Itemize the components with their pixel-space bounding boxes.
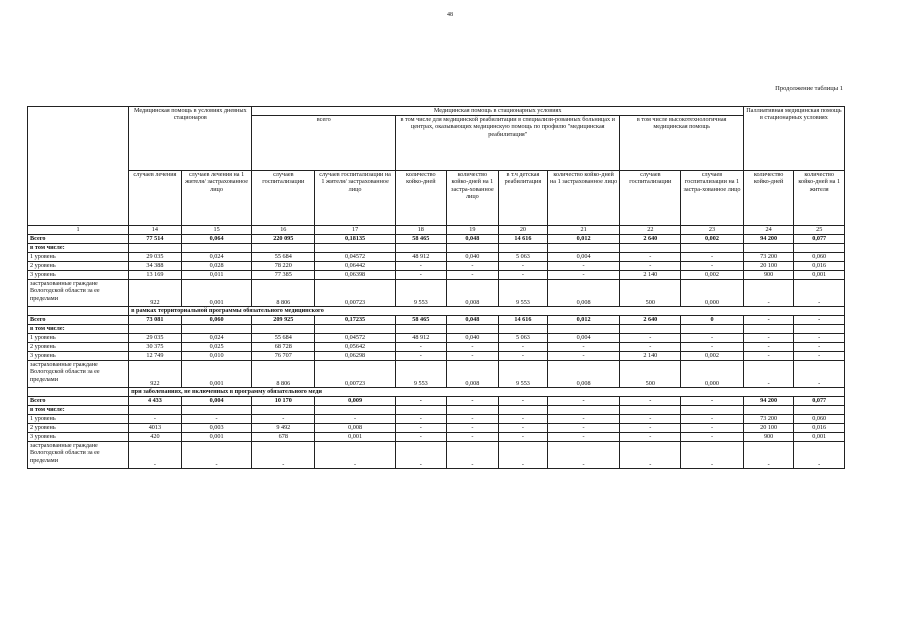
table-cell: 0,18135: [315, 235, 396, 244]
table-cell: 0,028: [181, 262, 252, 271]
table-row: [28, 280, 845, 307]
table-cell: [181, 325, 252, 334]
table-cell: 0,016: [794, 424, 845, 433]
table-cell: 0,00723: [315, 280, 396, 307]
table-cell: [499, 244, 548, 253]
table-cell: [620, 244, 681, 253]
table-cell: [743, 325, 794, 334]
table-cell: -: [681, 334, 744, 343]
table-cell: 20 100: [743, 424, 794, 433]
table-cell: 12 749: [129, 352, 182, 361]
table-cell: 220 095: [252, 235, 315, 244]
table-cell: [547, 244, 620, 253]
table-row: [28, 415, 845, 424]
table-cell: [396, 325, 447, 334]
row-label: застрахованные граждане Вологодской области за ее пределами: [28, 442, 129, 469]
table-cell: -: [547, 397, 620, 406]
table-cell: 900: [743, 271, 794, 280]
table-cell: 0,05642: [315, 343, 396, 352]
table-cell: -: [499, 271, 548, 280]
table-cell: -: [547, 433, 620, 442]
table-row: [28, 397, 845, 406]
table-cell: 0,06298: [315, 352, 396, 361]
table-cell: 4 433: [129, 397, 182, 406]
column-number: 21: [547, 226, 620, 235]
table-cell: -: [794, 343, 845, 352]
table-cell: -: [681, 343, 744, 352]
header-day-stationary: Медицинская помощь в условиях дневных стационаров: [129, 107, 252, 171]
table-cell: -: [499, 397, 548, 406]
table-cell: -: [396, 352, 447, 361]
table-cell: -: [499, 424, 548, 433]
section-title: в рамках территориальной программы обязательного медицинского: [129, 307, 845, 316]
table-cell: -: [252, 415, 315, 424]
table-cell: -: [499, 415, 548, 424]
header-total: всего: [252, 116, 396, 171]
table-cell: [129, 406, 182, 415]
table-cell: -: [396, 424, 447, 433]
table-cell: -: [252, 442, 315, 469]
table-cell: 678: [252, 433, 315, 442]
table-cell: 2 640: [620, 235, 681, 244]
table-cell: 0,012: [547, 316, 620, 325]
table-cell: 0,06398: [315, 271, 396, 280]
table-cell: 0,060: [794, 415, 845, 424]
table-cell: 14 616: [499, 235, 548, 244]
table-cell: 68 728: [252, 343, 315, 352]
table-cell: -: [681, 424, 744, 433]
table-cell: [499, 325, 548, 334]
row-label: в том числе:: [28, 244, 129, 253]
table-cell: -: [743, 442, 794, 469]
table-row: [28, 262, 845, 271]
table-cell: 0,064: [181, 235, 252, 244]
table-cell: -: [794, 442, 845, 469]
subheader-cell: в т.ч детская реабилитация: [499, 171, 548, 226]
table-cell: -: [743, 352, 794, 361]
table-cell: -: [547, 424, 620, 433]
table-cell: [743, 406, 794, 415]
table-cell: -: [681, 415, 744, 424]
table-cell: 0,040: [446, 253, 499, 262]
table-cell: 0,008: [547, 280, 620, 307]
subheader-cell: количество койко-дней на 1 застрахованное лицо: [547, 171, 620, 226]
table-cell: 9 492: [252, 424, 315, 433]
table-cell: 0,002: [681, 352, 744, 361]
table-cell: 0,001: [794, 433, 845, 442]
table-cell: 10 170: [252, 397, 315, 406]
table-cell: [446, 406, 499, 415]
table-cell: [315, 406, 396, 415]
table-cell: 0,024: [181, 334, 252, 343]
row-label: 3 уровень: [28, 271, 129, 280]
data-table: [27, 106, 845, 469]
table-cell: -: [794, 361, 845, 388]
row-label: 2 уровень: [28, 343, 129, 352]
table-cell: 0,048: [446, 235, 499, 244]
table-cell: [681, 406, 744, 415]
table-cell: -: [446, 442, 499, 469]
table-row: [28, 343, 845, 352]
table-cell: 55 684: [252, 253, 315, 262]
table-cell: 900: [743, 433, 794, 442]
table-cell: -: [547, 415, 620, 424]
table-cell: -: [181, 415, 252, 424]
table-cell: -: [396, 442, 447, 469]
column-number: 18: [396, 226, 447, 235]
table-cell: -: [620, 424, 681, 433]
section-row: [28, 388, 845, 397]
row-label: застрахованные граждане Вологодской области за ее пределами: [28, 361, 129, 388]
table-cell: 73 200: [743, 253, 794, 262]
subheader-cell: количество койко-дней на 1 жителя: [794, 171, 845, 226]
table-row: [28, 325, 845, 334]
column-number: 1: [28, 226, 129, 235]
table-cell: 58 465: [396, 316, 447, 325]
table-row: [28, 352, 845, 361]
table-cell: -: [446, 262, 499, 271]
row-label: Всего: [28, 397, 129, 406]
table-cell: 0,004: [547, 334, 620, 343]
subheader-cell: количество койко-дней: [396, 171, 447, 226]
table-cell: -: [499, 352, 548, 361]
table-cell: [252, 406, 315, 415]
table-cell: -: [547, 352, 620, 361]
table-cell: -: [396, 262, 447, 271]
table-row: [28, 244, 845, 253]
table-cell: 0,00723: [315, 361, 396, 388]
table-cell: -: [446, 397, 499, 406]
table-cell: 77 514: [129, 235, 182, 244]
row-label: 1 уровень: [28, 253, 129, 262]
column-number: 20: [499, 226, 548, 235]
column-number: 23: [681, 226, 744, 235]
table-cell: 73 081: [129, 316, 182, 325]
table-cell: -: [446, 343, 499, 352]
subheader-cell: случаев госпитализации: [252, 171, 315, 226]
table-cell: -: [681, 253, 744, 262]
table-row: [28, 235, 845, 244]
table-row: [28, 253, 845, 262]
table-cell: -: [396, 397, 447, 406]
table-cell: -: [446, 415, 499, 424]
column-number: 19: [446, 226, 499, 235]
table-cell: [252, 244, 315, 253]
table-cell: -: [681, 262, 744, 271]
table-cell: 78 220: [252, 262, 315, 271]
table-cell: 9 553: [499, 361, 548, 388]
table-cell: -: [743, 316, 794, 325]
table-cell: 500: [620, 280, 681, 307]
table-cell: 55 684: [252, 334, 315, 343]
table-cell: -: [794, 334, 845, 343]
table-cell: 0,016: [794, 262, 845, 271]
table-cell: 0,025: [181, 343, 252, 352]
continuation-label: Продолжение таблицы 1: [775, 85, 843, 92]
table-cell: 0,009: [315, 397, 396, 406]
table-cell: 0,000: [681, 280, 744, 307]
table-cell: 0,000: [681, 361, 744, 388]
table-cell: -: [396, 343, 447, 352]
table-cell: [446, 325, 499, 334]
table-cell: 5 063: [499, 334, 548, 343]
table-cell: 48 912: [396, 334, 447, 343]
table-cell: 30 375: [129, 343, 182, 352]
table-cell: 922: [129, 361, 182, 388]
table-cell: -: [743, 361, 794, 388]
table-cell: [620, 406, 681, 415]
column-number: 14: [129, 226, 182, 235]
row-label: 3 уровень: [28, 352, 129, 361]
table-cell: 9 553: [396, 280, 447, 307]
subheader-cell: количество койко-дней на 1 застра-хованное лицо: [446, 171, 499, 226]
table-cell: 0,008: [547, 361, 620, 388]
table-cell: 0,077: [794, 397, 845, 406]
page-number: 48: [447, 12, 453, 18]
table-cell: -: [396, 271, 447, 280]
table-cell: -: [446, 433, 499, 442]
table-cell: -: [547, 262, 620, 271]
table-cell: 0,001: [181, 433, 252, 442]
table-cell: -: [620, 415, 681, 424]
table-cell: [252, 325, 315, 334]
table-cell: [620, 325, 681, 334]
table-cell: -: [794, 280, 845, 307]
table-cell: -: [620, 334, 681, 343]
table-cell: 0,008: [446, 280, 499, 307]
table-cell: 0,008: [315, 424, 396, 433]
table-cell: 0,001: [181, 361, 252, 388]
subheader-cell: случаев лечения: [129, 171, 182, 226]
table-cell: 0,004: [547, 253, 620, 262]
subheader-cell: случаев госпитализации на 1 застра-хованное лицо: [681, 171, 744, 226]
table-cell: [681, 325, 744, 334]
table-cell: 0,06442: [315, 262, 396, 271]
table-cell: -: [681, 442, 744, 469]
row-label: 1 уровень: [28, 334, 129, 343]
table-cell: 420: [129, 433, 182, 442]
table-cell: 48 912: [396, 253, 447, 262]
table-row: [28, 406, 845, 415]
table-row: [28, 442, 845, 469]
table-cell: -: [396, 433, 447, 442]
table-cell: [129, 325, 182, 334]
column-number: 25: [794, 226, 845, 235]
table-cell: 0,060: [181, 316, 252, 325]
table-cell: 0,010: [181, 352, 252, 361]
table-cell: [743, 244, 794, 253]
table-cell: 922: [129, 280, 182, 307]
table-cell: 0,04572: [315, 334, 396, 343]
table-cell: -: [499, 442, 548, 469]
table-cell: 0,040: [446, 334, 499, 343]
table-cell: -: [620, 343, 681, 352]
table-cell: 0,002: [681, 235, 744, 244]
table-cell: 0,001: [181, 280, 252, 307]
table-cell: 29 035: [129, 334, 182, 343]
table-cell: -: [499, 343, 548, 352]
table-cell: 5 063: [499, 253, 548, 262]
table-cell: -: [743, 343, 794, 352]
table-cell: 0,004: [181, 397, 252, 406]
table-cell: [794, 406, 845, 415]
column-number: 16: [252, 226, 315, 235]
table-cell: 2 140: [620, 271, 681, 280]
table-cell: -: [129, 442, 182, 469]
table-cell: -: [794, 352, 845, 361]
table-cell: -: [499, 262, 548, 271]
row-label: 2 уровень: [28, 424, 129, 433]
table-cell: -: [396, 415, 447, 424]
table-cell: 0,077: [794, 235, 845, 244]
table-cell: 0,012: [547, 235, 620, 244]
table-cell: 500: [620, 361, 681, 388]
table-cell: -: [547, 343, 620, 352]
table-cell: -: [620, 442, 681, 469]
row-label: 2 уровень: [28, 262, 129, 271]
table-cell: 0,001: [794, 271, 845, 280]
table-cell: 0,008: [446, 361, 499, 388]
table-cell: 58 465: [396, 235, 447, 244]
header-palliative: Паллиативная медицинская помощь в стационарных условиях: [743, 107, 844, 171]
subheader-cell: случаев госпитализации: [620, 171, 681, 226]
subheader-cell: случаев лечения на 1 жителя/ застрахованное лицо: [181, 171, 252, 226]
table-cell: -: [499, 433, 548, 442]
table-cell: [315, 325, 396, 334]
table-cell: 34 388: [129, 262, 182, 271]
table-cell: 0: [681, 316, 744, 325]
table-cell: 0,011: [181, 271, 252, 280]
table-cell: -: [743, 280, 794, 307]
header-blank: [28, 107, 129, 226]
table-cell: -: [620, 262, 681, 271]
table-row: [28, 334, 845, 343]
table-cell: 0,048: [446, 316, 499, 325]
row-label: в том числе:: [28, 406, 129, 415]
column-number: 22: [620, 226, 681, 235]
table-cell: 8 806: [252, 280, 315, 307]
table-cell: -: [547, 271, 620, 280]
table-row: [28, 433, 845, 442]
table-cell: [794, 244, 845, 253]
column-number: 15: [181, 226, 252, 235]
row-label: Всего: [28, 235, 129, 244]
subheader-cell: случаев госпитализации на 1 жителя/ застрахованное лицо: [315, 171, 396, 226]
table-cell: 94 200: [743, 235, 794, 244]
table-cell: [499, 406, 548, 415]
table-row: [28, 424, 845, 433]
table-cell: -: [743, 334, 794, 343]
table-cell: -: [446, 271, 499, 280]
table-cell: 73 200: [743, 415, 794, 424]
header-hightech: в том числе высокотехнологичная медицинская помощь: [620, 116, 743, 171]
header-rehab: в том числе для медицинской реабилитации в специализи-рованных больницах и центрах, оказывающих медицинскую помощь по профилю "медицинская реабилитация": [396, 116, 620, 171]
table-cell: 29 035: [129, 253, 182, 262]
table-cell: [547, 406, 620, 415]
table-cell: 4013: [129, 424, 182, 433]
table-row: [28, 271, 845, 280]
row-label: 1 уровень: [28, 415, 129, 424]
table-cell: 0,04572: [315, 253, 396, 262]
table-cell: 0,002: [681, 271, 744, 280]
table-cell: [129, 244, 182, 253]
table-cell: -: [129, 415, 182, 424]
table-cell: 9 553: [396, 361, 447, 388]
row-label: 3 уровень: [28, 433, 129, 442]
table-cell: 0,003: [181, 424, 252, 433]
section-blank: [28, 307, 129, 316]
table-cell: [446, 244, 499, 253]
table-cell: 77 385: [252, 271, 315, 280]
table-cell: -: [315, 415, 396, 424]
table-cell: -: [446, 424, 499, 433]
table-cell: 13 169: [129, 271, 182, 280]
table-cell: 94 200: [743, 397, 794, 406]
table-cell: 0,060: [794, 253, 845, 262]
section-blank: [28, 388, 129, 397]
table-cell: 9 553: [499, 280, 548, 307]
section-title: при заболеваниях, не включенных в программу обязательного меди: [129, 388, 845, 397]
table-cell: [547, 325, 620, 334]
table-cell: -: [681, 433, 744, 442]
table-cell: -: [547, 442, 620, 469]
column-number: 17: [315, 226, 396, 235]
table-cell: -: [681, 397, 744, 406]
header-stationary: Медицинская помощь в стационарных условиях: [252, 107, 743, 116]
table-cell: [681, 244, 744, 253]
table-cell: -: [315, 442, 396, 469]
table-cell: -: [620, 397, 681, 406]
table-cell: -: [620, 253, 681, 262]
row-label: в том числе:: [28, 325, 129, 334]
table-cell: 0,17235: [315, 316, 396, 325]
table-cell: 0,024: [181, 253, 252, 262]
row-label: Всего: [28, 316, 129, 325]
table-cell: -: [446, 352, 499, 361]
table-cell: 76 707: [252, 352, 315, 361]
table-cell: -: [794, 316, 845, 325]
section-row: [28, 307, 845, 316]
subheader-cell: количество койко-дней: [743, 171, 794, 226]
table-cell: [315, 244, 396, 253]
table-cell: 2 640: [620, 316, 681, 325]
table-row: [28, 316, 845, 325]
table-cell: 0,001: [315, 433, 396, 442]
table-cell: 209 925: [252, 316, 315, 325]
row-label: застрахованные граждане Вологодской области за ее пределами: [28, 280, 129, 307]
table-cell: 8 806: [252, 361, 315, 388]
table-cell: [396, 244, 447, 253]
table-cell: -: [620, 433, 681, 442]
column-number: 24: [743, 226, 794, 235]
table-cell: [181, 244, 252, 253]
table-cell: 14 616: [499, 316, 548, 325]
table-cell: [794, 325, 845, 334]
table-cell: 2 140: [620, 352, 681, 361]
table-row: [28, 361, 845, 388]
table-cell: 20 100: [743, 262, 794, 271]
table-cell: [181, 406, 252, 415]
table-cell: -: [181, 442, 252, 469]
table-cell: [396, 406, 447, 415]
